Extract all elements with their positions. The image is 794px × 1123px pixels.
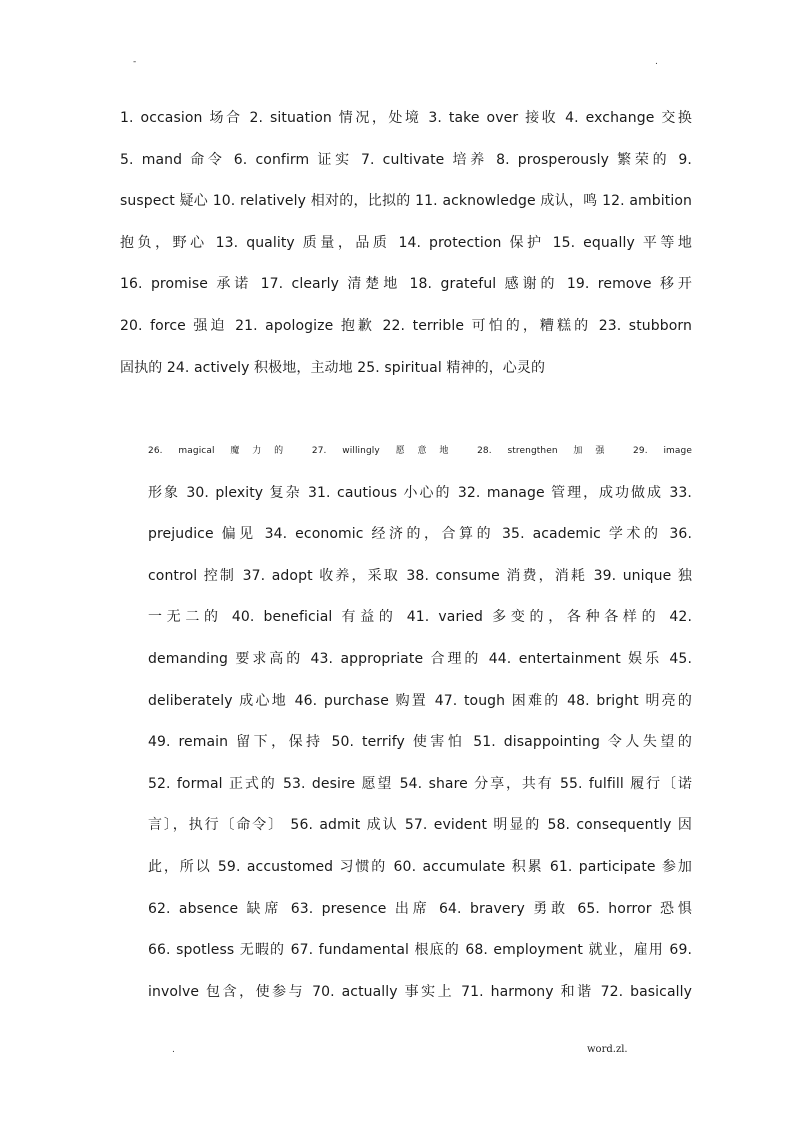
text-line: 形象 30. plexity 复杂 31. cautious 小心的 32. manage 管理，成功做成 33. bbox=[148, 484, 692, 501]
text-line: demanding 要求高的 43. appropriate 合理的 44. entertainment 娱乐 45. bbox=[148, 650, 692, 667]
vocabulary-paragraph-2 bbox=[120, 431, 692, 1013]
text-line: 20. force 强迫 21. apologize 抱歉 22. terrible 可怕的，糟糕的 23. stubborn bbox=[120, 317, 692, 334]
text-line: 抱负，野心 13. quality 质量，品质 14. protection 保护 15. equally 平等地 bbox=[120, 234, 692, 251]
text-line: 固执的 24. actively 积极地，主动地 25. spiritual 精神的，心灵的 bbox=[120, 359, 546, 376]
header-left-mark: - bbox=[133, 57, 137, 67]
text-line: 5. mand 命令 6. confirm 证实 7. cultivate 培养 8. prosperously 繁荣的 9. bbox=[120, 151, 692, 168]
text-line: control 控制 37. adopt 收养，采取 38. consume 消费，消耗 39. unique 独 bbox=[148, 567, 692, 584]
text-line: involve 包含，使参与 70. actually 事实上 71. harmony 和谐 72. basically bbox=[148, 983, 692, 1000]
vocabulary-paragraph-1 bbox=[120, 98, 692, 389]
text-line: 1. occasion 场合 2. situation 情况，处境 3. take over 接收 4. exchange 交换 bbox=[120, 110, 692, 126]
text-line: 26. magical 魔力的 27. willingly 愿意地 28. strengthen 加强 29. image bbox=[148, 446, 692, 456]
text-line: 52. formal 正式的 53. desire 愿望 54. share 分享，共有 55. fulfill 履行〔诺 bbox=[148, 775, 692, 792]
text-line: 16. promise 承诺 17. clearly 清楚地 18. grateful 感谢的 19. remove 移开 bbox=[120, 276, 692, 293]
text-line: 66. spotless 无暇的 67. fundamental 根底的 68. employment 就业，雇用 69. bbox=[148, 942, 692, 959]
footer-left-mark: . bbox=[172, 1045, 175, 1055]
text-line: prejudice 偏见 34. economic 经济的，合算的 35. academic 学术的 36. bbox=[148, 526, 692, 543]
text-line: 言〕，执行〔命令〕 56. admit 成认 57. evident 明显的 58. consequently 因 bbox=[148, 817, 692, 834]
text-line: suspect 疑心 10. relatively 相对的，比拟的 11. acknowledge 成认，鸣 12. ambition bbox=[120, 193, 692, 210]
text-line: 此，所以 59. accustomed 习惯的 60. accumulate 积累 61. participate 参加 bbox=[148, 858, 692, 875]
text-line: 一无二的 40. beneficial 有益的 41. varied 多变的，各种各样的 42. bbox=[148, 609, 692, 626]
text-line: 62. absence 缺席 63. presence 出席 64. bravery 勇敢 65. horror 恐惧 bbox=[148, 900, 692, 917]
footer-watermark-text: word.zl. bbox=[587, 1044, 628, 1055]
header-right-mark: . bbox=[655, 57, 658, 67]
text-line: 49. remain 留下，保持 50. terrify 使害怕 51. disappointing 令人失望的 bbox=[148, 734, 692, 751]
text-line: deliberately 成心地 46. purchase 购置 47. tough 困难的 48. bright 明亮的 bbox=[148, 692, 692, 709]
